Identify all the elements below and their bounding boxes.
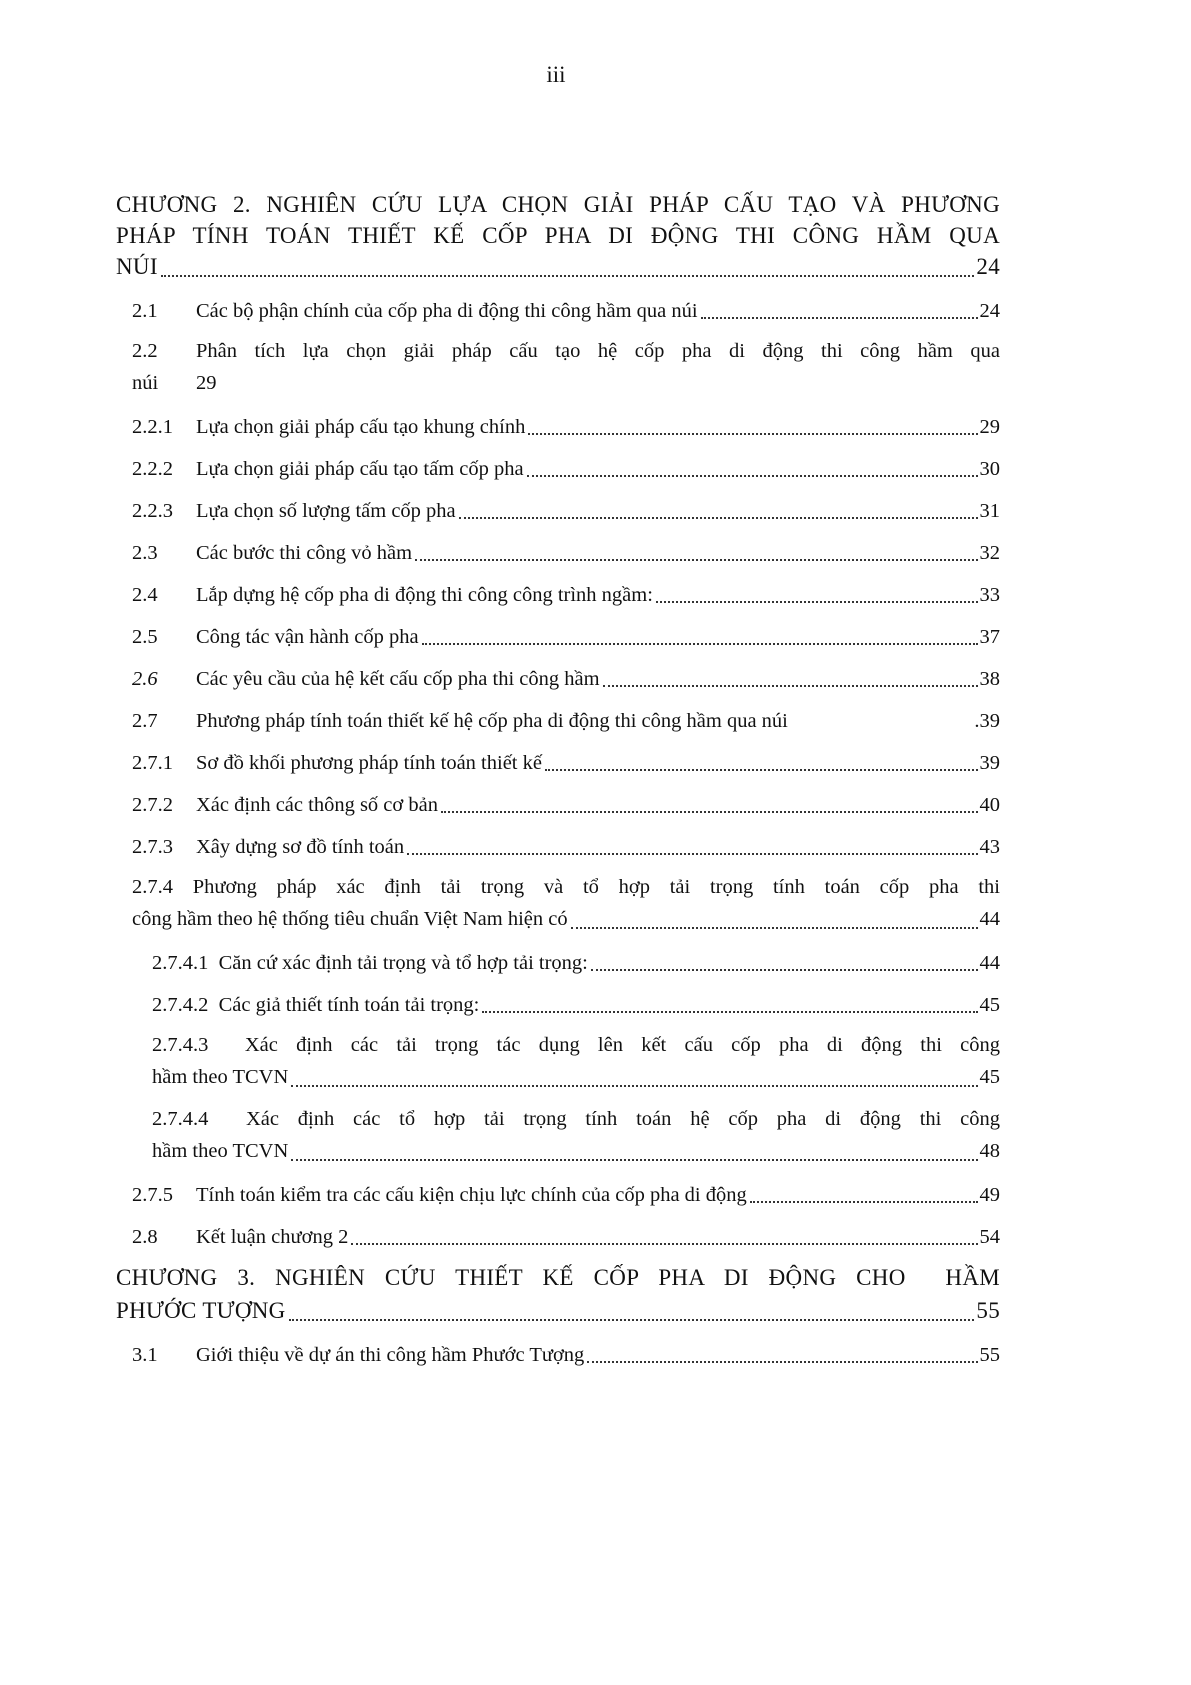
entry-number: 3.1 — [132, 1344, 158, 1366]
page-ref: 54 — [979, 1226, 1000, 1248]
entry-title-line-2: hầm theo TCVN — [152, 1066, 289, 1088]
page-ref: 45 — [979, 994, 1000, 1016]
toc-chapter-2[interactable] — [116, 188, 1000, 283]
entry-title: Lựa chọn giải pháp cấu tạo tấm cốp pha — [196, 458, 524, 480]
page-ref: 32 — [979, 542, 1000, 564]
leader-dots — [441, 810, 978, 813]
page-ref: 29 — [196, 372, 217, 394]
leader-dots — [415, 558, 977, 561]
leader-dots — [656, 600, 978, 603]
entry-title: Lựa chọn giải pháp cấu tạo khung chính — [196, 416, 526, 438]
entry-number: 2.7.4.2 — [152, 994, 209, 1016]
entry-number: 2.2.2 — [132, 458, 173, 480]
entry-title: Các giả thiết tính toán tải trọng: — [218, 994, 480, 1016]
page-ref: 37 — [979, 626, 1000, 648]
toc-entry-2-1[interactable] — [132, 297, 1000, 325]
chapter-2-line-2: PHÁP TÍNH TOÁN THIẾT KẾ CỐP PHA DI ĐỘNG THI CÔNG HẦM QUA — [116, 223, 1000, 248]
leader-dots — [603, 684, 978, 687]
leader-dots — [291, 1084, 977, 1087]
page-ref: 30 — [979, 458, 1000, 480]
entry-title: Các bước thi công vỏ hầm — [196, 542, 413, 564]
page-ref: 43 — [979, 836, 1000, 858]
leader-dots — [482, 1010, 977, 1013]
toc-entry-2-7-4-1[interactable] — [152, 949, 1000, 977]
entry-title-line-1: Xác định các tải trọng tác dụng lên kết cấu cốp pha di động thi công — [244, 1034, 1000, 1056]
toc-entry-2-7-2[interactable] — [132, 791, 1000, 819]
entry-number: 2.3 — [132, 542, 158, 564]
toc-entry-2-7-1[interactable] — [132, 749, 1000, 777]
page-ref: 40 — [979, 794, 1000, 816]
entry-title: Xác định các thông số cơ bản — [196, 794, 438, 816]
leader-dots — [351, 1242, 977, 1245]
toc-entry-2-2[interactable] — [132, 335, 1000, 399]
leader-dots — [459, 516, 978, 519]
entry-title: Các yêu cầu của hệ kết cấu cốp pha thi công hầm — [196, 668, 600, 690]
leader-dots — [591, 968, 978, 971]
page-number: iii — [546, 62, 566, 87]
entry-number: 2.6 — [132, 668, 158, 690]
toc-entry-2-7-4-2[interactable] — [152, 991, 1000, 1019]
entry-title-line-2: núi — [132, 372, 159, 394]
entry-number: 2.7 — [132, 710, 158, 732]
page-ref: 45 — [979, 1066, 1000, 1088]
entry-number: 2.7.4.1 — [152, 952, 209, 974]
entry-number: 2.2.1 — [132, 416, 173, 438]
page-ref: 24 — [979, 300, 1000, 322]
leader-dots — [291, 1158, 977, 1161]
toc-entry-2-7-4-3[interactable] — [152, 1029, 1000, 1093]
page-ref: 39 — [979, 752, 1000, 774]
entry-number: 2.8 — [132, 1226, 158, 1248]
entry-number: 2.7.1 — [132, 752, 173, 774]
toc-entry-2-2-1[interactable] — [132, 413, 1000, 441]
chapter-3-title-end: PHƯỚC TƯỢNG — [116, 1298, 286, 1323]
toc-entry-2-7-3[interactable] — [132, 833, 1000, 861]
toc-entry-2-7[interactable] — [132, 707, 1000, 735]
toc-entry-2-6[interactable] — [132, 665, 1000, 693]
toc-entry-2-3[interactable] — [132, 539, 1000, 567]
page-ref: 24 — [976, 254, 1000, 279]
entry-title-line-2: công hầm theo hệ thống tiêu chuẩn Việt Nam hiện có — [132, 908, 568, 930]
page-ref: .39 — [974, 710, 1000, 732]
toc-entry-2-4[interactable] — [132, 581, 1000, 609]
page-ref: 38 — [979, 668, 1000, 690]
entry-title-line-1: Phương pháp xác định tải trọng và tổ hợp tải trọng tính toán cốp pha thi — [192, 876, 1000, 898]
chapter-3-line-1: CHƯƠNG 3. NGHIÊN CỨU THIẾT KẾ CỐP PHA DI ĐỘNG CHO HẦM — [116, 1265, 1000, 1290]
entry-title-line-2: hầm theo TCVN — [152, 1140, 289, 1162]
page-ref: 29 — [979, 416, 1000, 438]
entry-number: 2.7.4.3 — [152, 1034, 209, 1056]
page-ref: 31 — [979, 500, 1000, 522]
leader-dots — [750, 1200, 978, 1203]
toc-chapter-3[interactable] — [116, 1261, 1000, 1327]
page-ref: 44 — [979, 908, 1000, 930]
page-ref: 33 — [979, 584, 1000, 606]
toc-entry-2-5[interactable] — [132, 623, 1000, 651]
toc-entry-2-7-4-4[interactable] — [152, 1103, 1000, 1167]
chapter-2-title-end: NÚI — [116, 254, 158, 279]
entry-number: 2.7.3 — [132, 836, 173, 858]
entry-title: Xây dựng sơ đồ tính toán — [196, 836, 405, 858]
leader-dots — [289, 1318, 975, 1321]
leader-dots — [407, 852, 977, 855]
toc-entry-2-2-3[interactable] — [132, 497, 1000, 525]
toc-entry-2-8[interactable] — [132, 1223, 1000, 1251]
chapter-2-line-3 — [116, 250, 1000, 283]
entry-number: 2.7.5 — [132, 1184, 173, 1206]
entry-title: Lắp dựng hệ cốp pha di động thi công công trình ngầm: — [196, 584, 653, 606]
entry-title: Tính toán kiểm tra các cấu kiện chịu lực chính của cốp pha di động — [196, 1184, 747, 1206]
chapter-2-line-1: CHƯƠNG 2. NGHIÊN CỨU LỰA CHỌN GIẢI PHÁP CẤU TẠO VÀ PHƯƠNG — [116, 192, 1000, 217]
entry-number: 2.7.2 — [132, 794, 173, 816]
toc-entry-2-2-2[interactable] — [132, 455, 1000, 483]
entry-number: 2.7.4 — [132, 876, 173, 898]
entry-number: 2.2 — [132, 340, 158, 362]
entry-number: 2.2.3 — [132, 500, 173, 522]
entry-title: Lựa chọn số lượng tấm cốp pha — [196, 500, 456, 522]
page-ref: 55 — [979, 1344, 1000, 1366]
page-ref: 55 — [976, 1298, 1000, 1323]
entry-title: Kết luận chương 2 — [196, 1226, 349, 1248]
entry-number: 2.5 — [132, 626, 158, 648]
leader-dots — [528, 432, 977, 435]
entry-title: Căn cứ xác định tải trọng và tổ hợp tải trọng: — [218, 952, 588, 974]
leader-dots — [545, 768, 978, 771]
leader-dots — [587, 1360, 977, 1363]
toc-entry-3-1[interactable] — [132, 1341, 1000, 1369]
leader-dots — [701, 316, 978, 319]
leader-dots — [571, 926, 978, 929]
page-ref: 49 — [979, 1184, 1000, 1206]
entry-title-line-1: Phân tích lựa chọn giải pháp cấu tạo hệ cốp pha di động thi công hầm qua — [196, 340, 1000, 362]
page-ref: 44 — [979, 952, 1000, 974]
entry-title: Sơ đồ khối phương pháp tính toán thiết kế — [196, 752, 542, 774]
page-ref: 48 — [979, 1140, 1000, 1162]
entry-title-line-1: Xác định các tổ hợp tải trọng tính toán hệ cốp pha di động thi công — [245, 1108, 1000, 1130]
leader-dots — [791, 728, 973, 729]
entry-number: 2.7.4.4 — [152, 1108, 209, 1130]
toc-entry-2-7-4[interactable] — [132, 871, 1000, 935]
entry-number: 2.1 — [132, 300, 158, 322]
leader-dots — [161, 274, 975, 277]
entry-title: Công tác vận hành cốp pha — [196, 626, 419, 648]
entry-number: 2.4 — [132, 584, 158, 606]
entry-title: Các bộ phận chính của cốp pha di động thi công hầm qua núi — [196, 300, 698, 322]
toc-entry-2-7-5[interactable] — [132, 1181, 1000, 1209]
table-of-contents — [116, 188, 1000, 1369]
entry-title: Giới thiệu về dự án thi công hầm Phước Tượng — [196, 1344, 585, 1366]
leader-dots — [422, 642, 978, 645]
leader-dots — [527, 474, 978, 477]
entry-title: Phương pháp tính toán thiết kế hệ cốp pha di động thi công hầm qua núi — [196, 710, 788, 732]
